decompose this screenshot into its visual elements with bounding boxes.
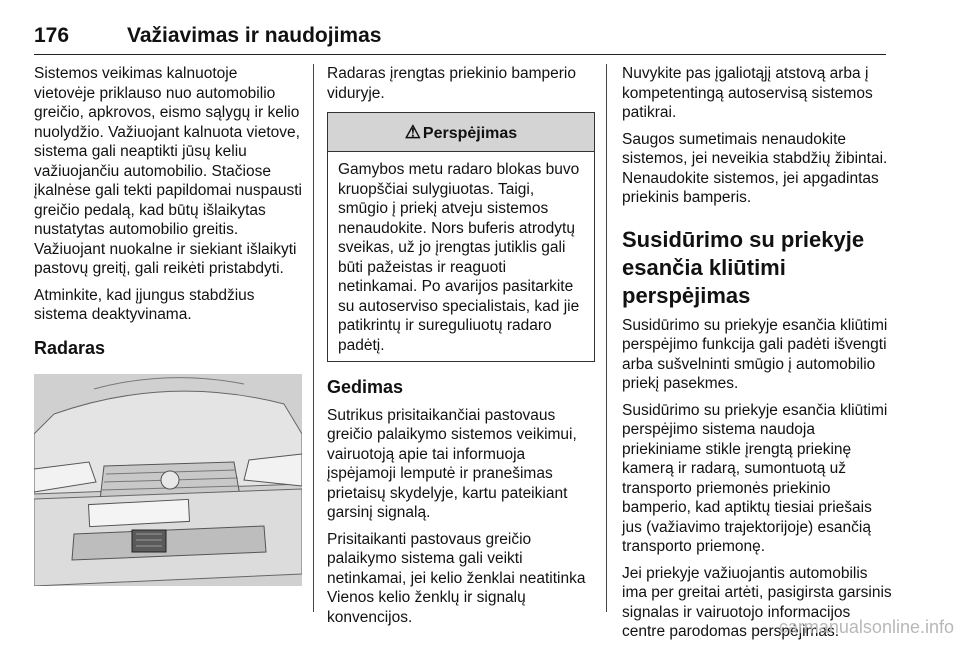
chapter-title: Važiavimas ir naudojimas bbox=[127, 24, 382, 47]
paragraph-collision-sensors: Susidūrimo su priekyje esančia kliūtimi perspėjimo sistema naudoja priekiniame stikle įrengtą priekinę kamerą ir radarą, sumontuotą už transporto priemonės priekinio bamperio, kad aptiktų tiesiai priešais jus (važiavimo trajektorijoje) esančią transporto priemonę. bbox=[622, 401, 888, 555]
paragraph-brake-deactivation: Atminkite, kad įjungus stabdžius sistema deaktyvinama. bbox=[34, 286, 255, 323]
warning-header bbox=[328, 113, 594, 152]
page-header bbox=[34, 24, 886, 55]
paragraph-safety: Saugos sumetimais nenaudokite sistemos, jei neveikia stabdžių žibintai. Nenaudokite sistemos, jei apgadintas priekinis bamperis. bbox=[622, 130, 888, 206]
section-heading-collision-alert: Susidūrimo su priekyje esančia kliūtimi perspėjimas bbox=[622, 226, 865, 308]
paragraph-service-check: Nuvykite pas įgaliotąjį atstovą arba į kompetentingą autoservisą sistemos patikrai. bbox=[622, 65, 873, 121]
paragraph-radar-location: Radaras įrengtas priekinio bamperio viduryje. bbox=[327, 65, 576, 102]
column-left bbox=[34, 64, 302, 586]
column-right bbox=[622, 64, 892, 649]
watermark-text: carmanualsonline.info bbox=[778, 617, 954, 637]
warning-box bbox=[327, 112, 595, 362]
paragraph-fault-indication: Sutrikus prisitaikančiai pastovaus greičio palaikymo sistemos veikimui, vairuotoją apie tai informuoja įspėjamoji lemputė ir pranešimas prietaisų skydelyje, kartu pateikiant garsinį signalą. bbox=[327, 406, 577, 521]
paragraph-hilly-terrain: Sistemos veikimas kalnuotoje vietovėje priklauso nuo automobilio greičio, apkrovos, eismo sąlygų ir kelio nuolydžio. Važiuojant kalnuota vietove, sistema gali neaptikti jūsų keliu važiuojančiu automobilio. Stačiose įkalnėse gali tekti papildomai nuspausti greičio pedalą, kad būtų išlaikytas nustatytas automobilio greitis. Važiuojant nuokalne ir siekiant išlaikyti pastovų greitį, gali reikėti pristabdyti. bbox=[34, 65, 302, 277]
section-heading-fault: Gedimas bbox=[327, 377, 404, 397]
car-front-radar-illustration bbox=[34, 374, 302, 586]
section-heading-radar: Radaras bbox=[34, 337, 106, 358]
paragraph-road-signs: Prisitaikanti pastovaus greičio palaikymo sistema gali veikti netinkamai, jei kelio ženklai neatitinka Vienos kelio ženklų ir signalų konvencijos. bbox=[327, 530, 586, 626]
column-divider-2 bbox=[606, 64, 607, 612]
page-number: 176 bbox=[34, 24, 70, 47]
warning-triangle-icon: ⚠ bbox=[404, 122, 421, 142]
paragraph-collision-warning: Jei priekyje važiuojantis automobilis ima per greitai artėti, pasigirsta garsinis signalas ir vairuotojo informacijos centre parodomas perspėjimas. bbox=[622, 564, 892, 640]
paragraph-collision-function: Susidūrimo su priekyje esančia kliūtimi perspėjimo funkcija gali padėti išvengti arba sušvelninti smūgio į automobilio priekį pasekmes. bbox=[622, 316, 888, 392]
warning-text: Gamybos metu radaro blokas buvo kruopščiai sulygiuotas. Taigi, smūgio į priekį atveju sistemos nenaudokite. Nors buferis atrodytų sveikas, už jo įrengtas jutiklis gali būti pažeistas ir reaguoti netinkamai. Po avarijos pasitarkite su autoserviso specialistais, kad jie patikrintų ir sureguliuotų radaro padėtį. bbox=[338, 161, 580, 354]
column-middle bbox=[327, 64, 595, 634]
warning-title: Perspėjimas bbox=[422, 125, 518, 142]
column-divider-1 bbox=[313, 64, 314, 612]
